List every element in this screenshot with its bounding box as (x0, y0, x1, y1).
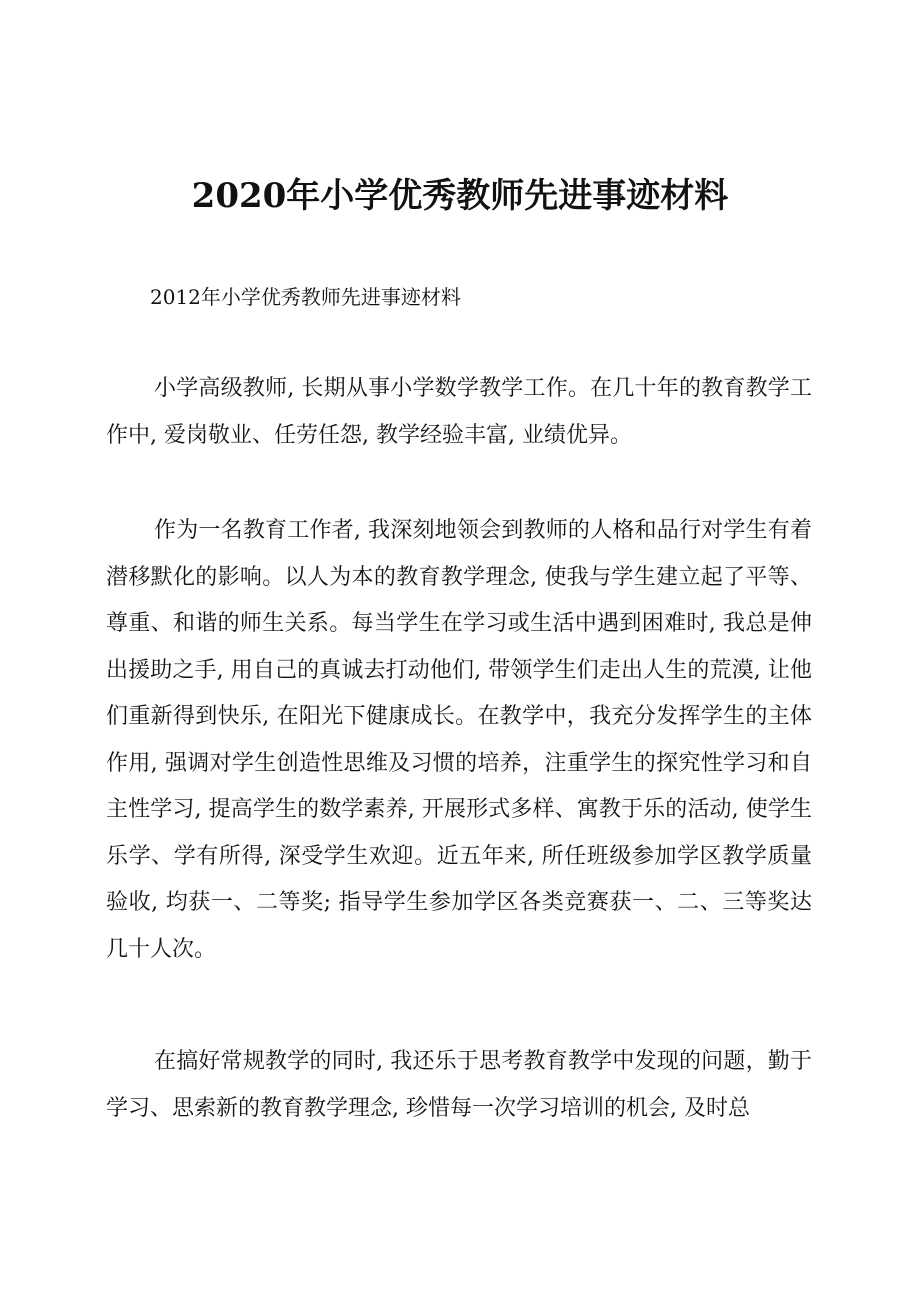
body-paragraph-1: 小学高级教师, 长期从事小学数学教学工作。在几十年的教育教学工作中, 爱岗敬业、任劳任怨, 教学经验丰富, 业绩优异。 (106, 376, 812, 448)
document-title: 2020年小学优秀教师先进事迹材料 (191, 176, 729, 216)
body-paragraph-2: 作为一名教育工作者, 我深刻地领会到教师的人格和品行对学生有着潜移默化的影响。以人为本的教育教学理念, 使我与学生建立起了平等、尊重、和谐的师生关系。每当学生在学习或生活中遇到困难时, 我总是伸出援助之手, 用自己的真诚去打动他们, 带领学生们走出人生的荒漠, 让他们重新得到快乐, 在阳光下健康成长。在教学中，我充分发挥学生的主体作用, 强调对学生创造性思维及习惯的培养，注重学生的探究性学习和自主性学习, 提高学生的数学素养, 开展形式多样、寓教于乐的活动, 使学生乐学、学有所得, 深受学生欢迎。近五年来, 所任班级参加学区教学质量验收, 均获一、二等奖; 指导学生参加学区各类竞赛获一、二、三等奖达几十人次。 (106, 518, 812, 962)
body-paragraph-3: 在搞好常规教学的同时, 我还乐于思考教育教学中发现的问题，勤于学习、思索新的教育教学理念, 珍惜每一次学习培训的机会, 及时总 (106, 1049, 812, 1121)
document-subtitle: 2012年小学优秀教师先进事迹材料 (150, 285, 461, 309)
